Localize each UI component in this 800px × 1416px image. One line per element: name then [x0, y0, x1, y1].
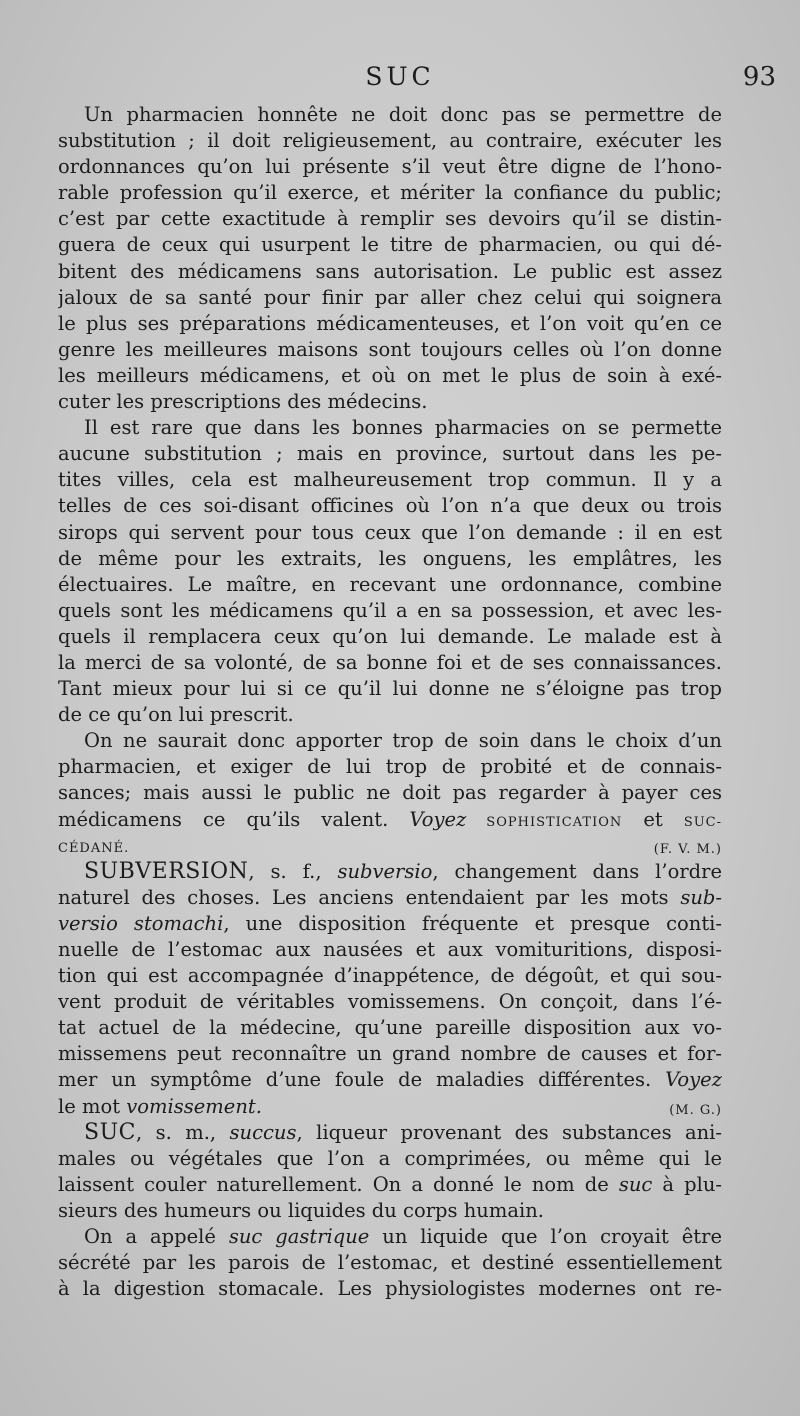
author-initials: (M. G.) [669, 1102, 722, 1118]
text-line: de ce qu’on lui prescrit. [58, 703, 294, 727]
text-line: versio stomachi, une disposition fréquente et presque conti- [58, 911, 722, 935]
text-line: quels il remplacera ceux qu’on lui demande. Le malade est à [58, 624, 722, 648]
text-line: ordonnances qu’on lui présente s’il veut être digne de l’hono- [58, 155, 722, 179]
text-line: sances; mais aussi le public ne doit pas regarder à payer ces [58, 781, 722, 805]
text-line: la merci de sa volonté, de sa bonne foi et de ses connaissances. [58, 650, 722, 674]
text-line: tion qui est accompagnée d’inappétence, de dégoût, et qui sou- [58, 964, 722, 988]
text-line: de même pour les extraits, les onguens, les emplâtres, les [58, 546, 722, 570]
headword: SUBVERSION [84, 858, 249, 884]
text-line: Un pharmacien honnête ne doit donc pas se permettre de [84, 103, 722, 126]
page-number: 93 [742, 62, 776, 92]
text-line: Il est rare que dans les bonnes pharmacies on se permette [84, 416, 722, 440]
text-line: le mot vomissement. (M. G.) [58, 1094, 722, 1120]
text-line: mer un symptôme d’une foule de maladies différentes. Voyez [58, 1068, 722, 1092]
text-line: aucune substitution ; mais en province, surtout dans les pe- [58, 442, 722, 466]
text-line: bitent des médicamens sans autorisation. Le public est assez [58, 259, 722, 283]
text-line: électuaires. Le maître, en recevant une ordonnance, combine [58, 572, 722, 596]
text-line: telles de ces soi-disant officines où l’on n’a que deux ou trois [58, 494, 722, 518]
text-line: laissent couler naturellement. On a donné le nom de suc à plu- [58, 1172, 722, 1196]
text-line: CÉDANÉ. (F. V. M.) [58, 833, 722, 859]
text-line: On a appelé suc gastrique un liquide que l’on croyait être [84, 1225, 722, 1249]
text-line: sécrété par les parois de l’estomac, et destiné essentiellement [58, 1251, 722, 1275]
text-line: missemens peut reconnaître un grand nombre de causes et for- [58, 1042, 722, 1066]
text-line: Tant mieux pour lui si ce qu’il lui donne ne s’éloigne pas trop [58, 677, 722, 701]
entry-subversion: SUBVERSION, s. f., subversio, changement dans l’ordre [84, 858, 722, 884]
text-line: substitution ; il doit religieusement, au contraire, exécuter les [58, 129, 722, 153]
text-line: sieurs des humeurs ou liquides du corps humain. [58, 1198, 544, 1222]
paragraphs-block [58, 1198, 722, 1224]
text-line: le plus ses préparations médicamenteuses, et l’on voit qu’en ce [58, 311, 722, 335]
headword: SUC [84, 1119, 136, 1145]
text-line: vent produit de véritables vomissemens. On conçoit, dans l’é- [58, 990, 722, 1014]
body-text [58, 102, 722, 1302]
paragraphs-block [58, 1146, 722, 1172]
text-line: rable profession qu’il exerce, et mériter la confiance du public; [58, 181, 722, 205]
text-line: naturel des choses. Les anciens entendaient par les mots sub- [58, 885, 722, 909]
paragraphs-block [58, 1250, 722, 1302]
page-header [0, 62, 800, 102]
text-line: males ou végétales que l’on a comprimées, ou même qui le [58, 1146, 722, 1170]
text-line: genre les meilleures maisons sont toujours celles où l’on donne [58, 337, 722, 361]
paragraphs-block [58, 102, 722, 807]
text-line: c’est par cette exactitude à remplir ses devoirs qu’il se distin- [58, 207, 722, 231]
text-line: pharmacien, et exiger de lui trop de probité et de connais- [58, 755, 722, 779]
text-line: à la digestion stomacale. Les physiologistes modernes ont re- [58, 1277, 722, 1301]
text-line: les meilleurs médicamens, et où on met le plus de soin à exé- [58, 363, 722, 387]
text-line: médicamens ce qu’ils valent. Voyez SOPHISTICATION et SUC- [58, 807, 722, 831]
text-line: guera de ceux qui usurpent le titre de pharmacien, ou qui dé- [58, 233, 722, 257]
text-line: sirops qui servent pour tous ceux que l’on demande : il en est [58, 520, 722, 544]
text-line: nuelle de l’estomac aux nausées et aux vomituritions, disposi- [58, 938, 722, 961]
running-head: SUC [365, 62, 435, 91]
text-line: tites villes, cela est malheureusement trop commun. Il y a [58, 468, 722, 492]
paragraphs-block [58, 937, 722, 1067]
text-line: jaloux de sa santé pour finir par aller chez celui qui soignera [58, 285, 722, 309]
text-line: quels sont les médicamens qu’il a en sa possession, et avec les- [58, 598, 722, 622]
text-line: On ne saurait donc apporter trop de soin dans le choix d’un [84, 729, 722, 753]
text-line: tat actuel de la médecine, qu’une pareille disposition aux vo- [58, 1016, 722, 1040]
author-initials: (F. V. M.) [653, 841, 722, 857]
entry-suc: SUC, s. m., succus, liqueur provenant des substances ani- [84, 1119, 722, 1145]
text-line: cuter les prescriptions des médecins. [58, 390, 428, 414]
